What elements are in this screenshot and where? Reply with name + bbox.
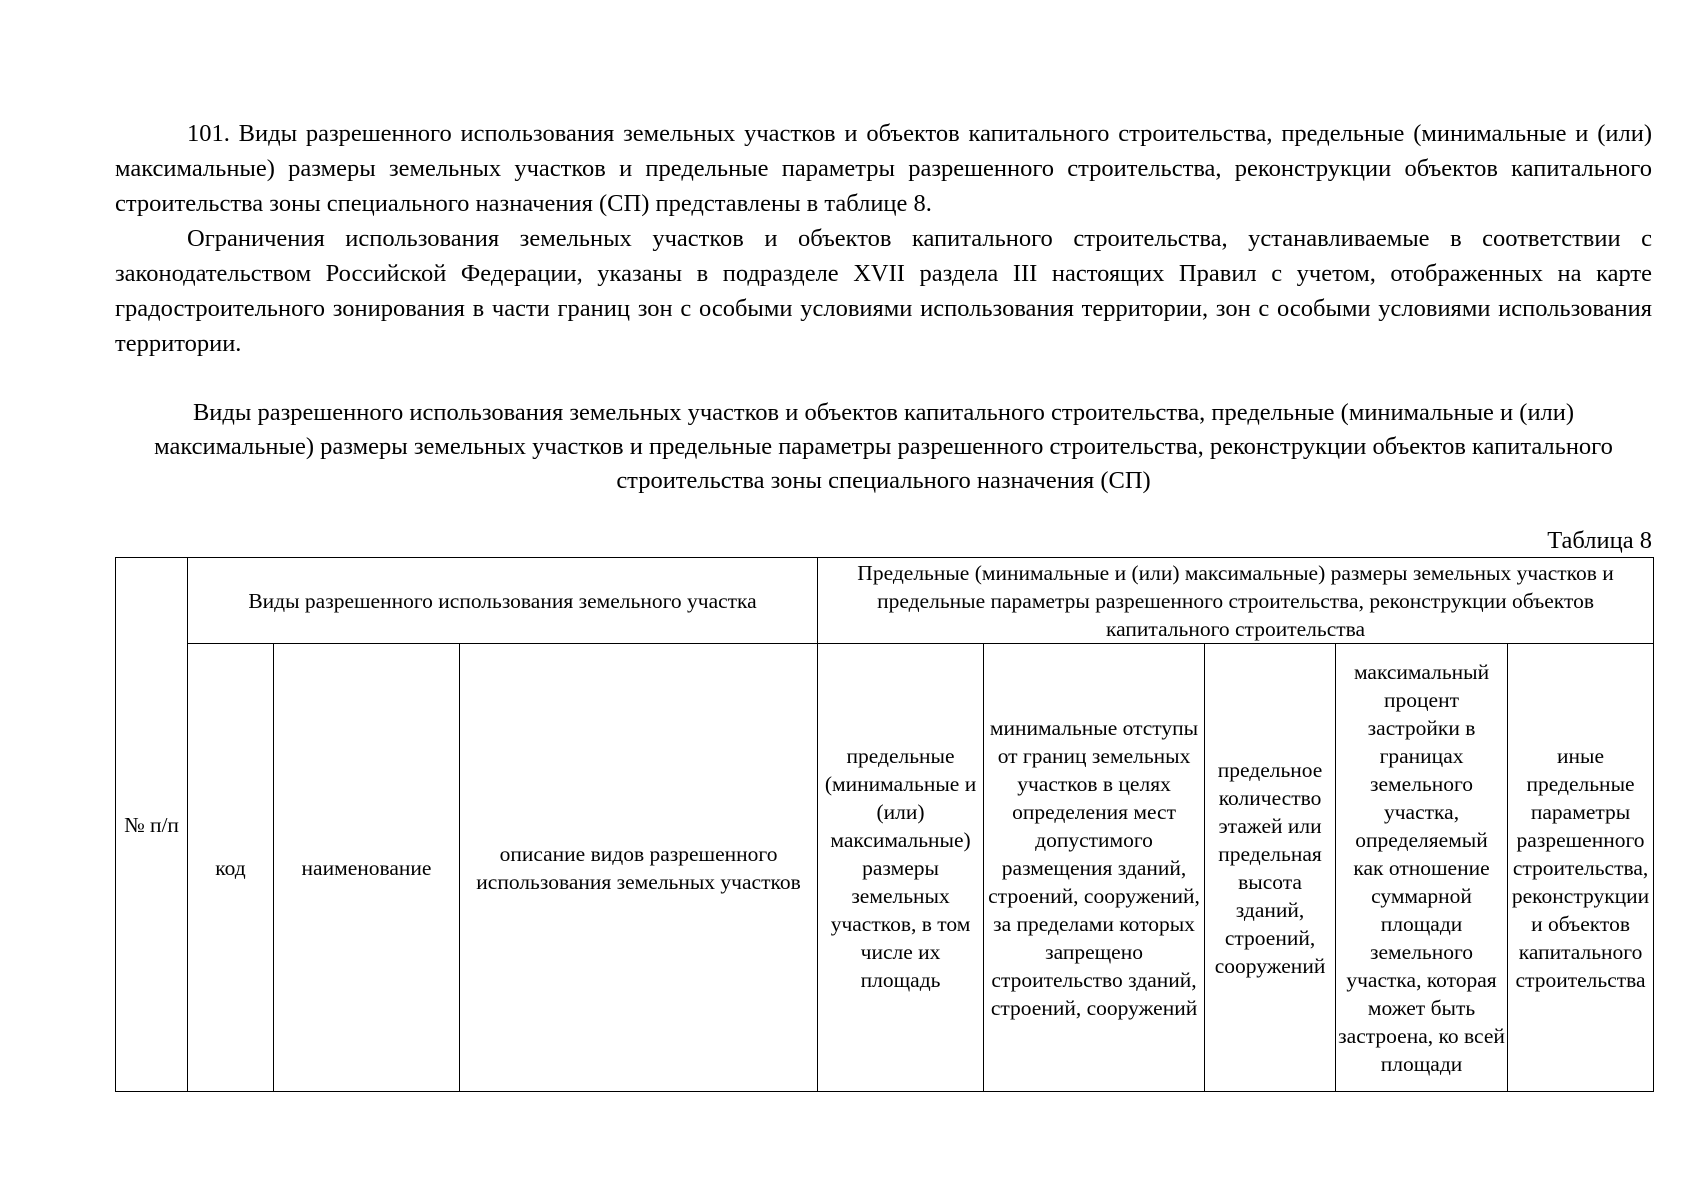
header-row-number: № п/п (116, 558, 188, 1092)
paragraph-restrictions: Ограничения использования земельных участков и объектов капитального строительства, устанавливаемые в соответствии с законодательством Российской Федерации, указаны в подразделе XVII раздела III настоящих Правил с учетом, отображенных на карте градостроительного зонирования в части границ зон с особыми условиями использования территории, зон с особыми условиями использования территории. (115, 225, 1652, 357)
header-name: наименование (274, 644, 460, 1092)
header-plot-sizes: предельные (минимальные и (или) максимальные) размеры земельных участков, в том числе их площадь (818, 644, 984, 1092)
header-floors: предельное количество этажей или предельная высота зданий, строений, сооружений (1205, 644, 1336, 1092)
header-setbacks: минимальные отступы от границ земельных участков в целях определения мест допустимого размещения зданий, строений, сооружений, за пределами которых запрещено строительство зданий, строений, сооружений (984, 644, 1205, 1092)
header-group-permitted-uses: Виды разрешенного использования земельного участка (188, 558, 818, 644)
header-code: код (188, 644, 274, 1092)
table-header-row-1 (116, 558, 1654, 644)
paragraph-101: 101. Виды разрешенного использования земельных участков и объектов капитального строительства, предельные (минимальные и (или) максимальные) размеры земельных участков и предельные параметры разрешенного строительства, реконструкции объектов капитального строительства зоны специального назначения (СП) представлены в таблице 8. (115, 120, 1652, 217)
header-group-limit-parameters: Предельные (минимальные и (или) максимальные) размеры земельных участков и предельные параметры разрешенного строительства, реконструкции объектов капитального строительства (818, 558, 1654, 644)
table-number-label: Таблица 8 (1547, 527, 1652, 554)
header-coverage: максимальный процент застройки в границах земельного участка, определяемый как отношение суммарной площади земельного участка, которая может быть застроена, ко всей площади (1336, 644, 1508, 1092)
header-other-params: иные предельные параметры разрешенного строительства, реконструкции и объектов капитального строительства (1508, 644, 1654, 1092)
zone-sp-table (115, 557, 1654, 1092)
table-header-row-2 (116, 644, 1654, 1092)
table-caption: Виды разрешенного использования земельных участков и объектов капитального строительства, предельные (минимальные и (или) максимальные) размеры земельных участков и предельные параметры разрешенного строительства, реконструкции объектов капитального строительства зоны специального назначения (СП) (154, 399, 1613, 494)
header-description: описание видов разрешенного использования земельных участков (460, 644, 818, 1092)
